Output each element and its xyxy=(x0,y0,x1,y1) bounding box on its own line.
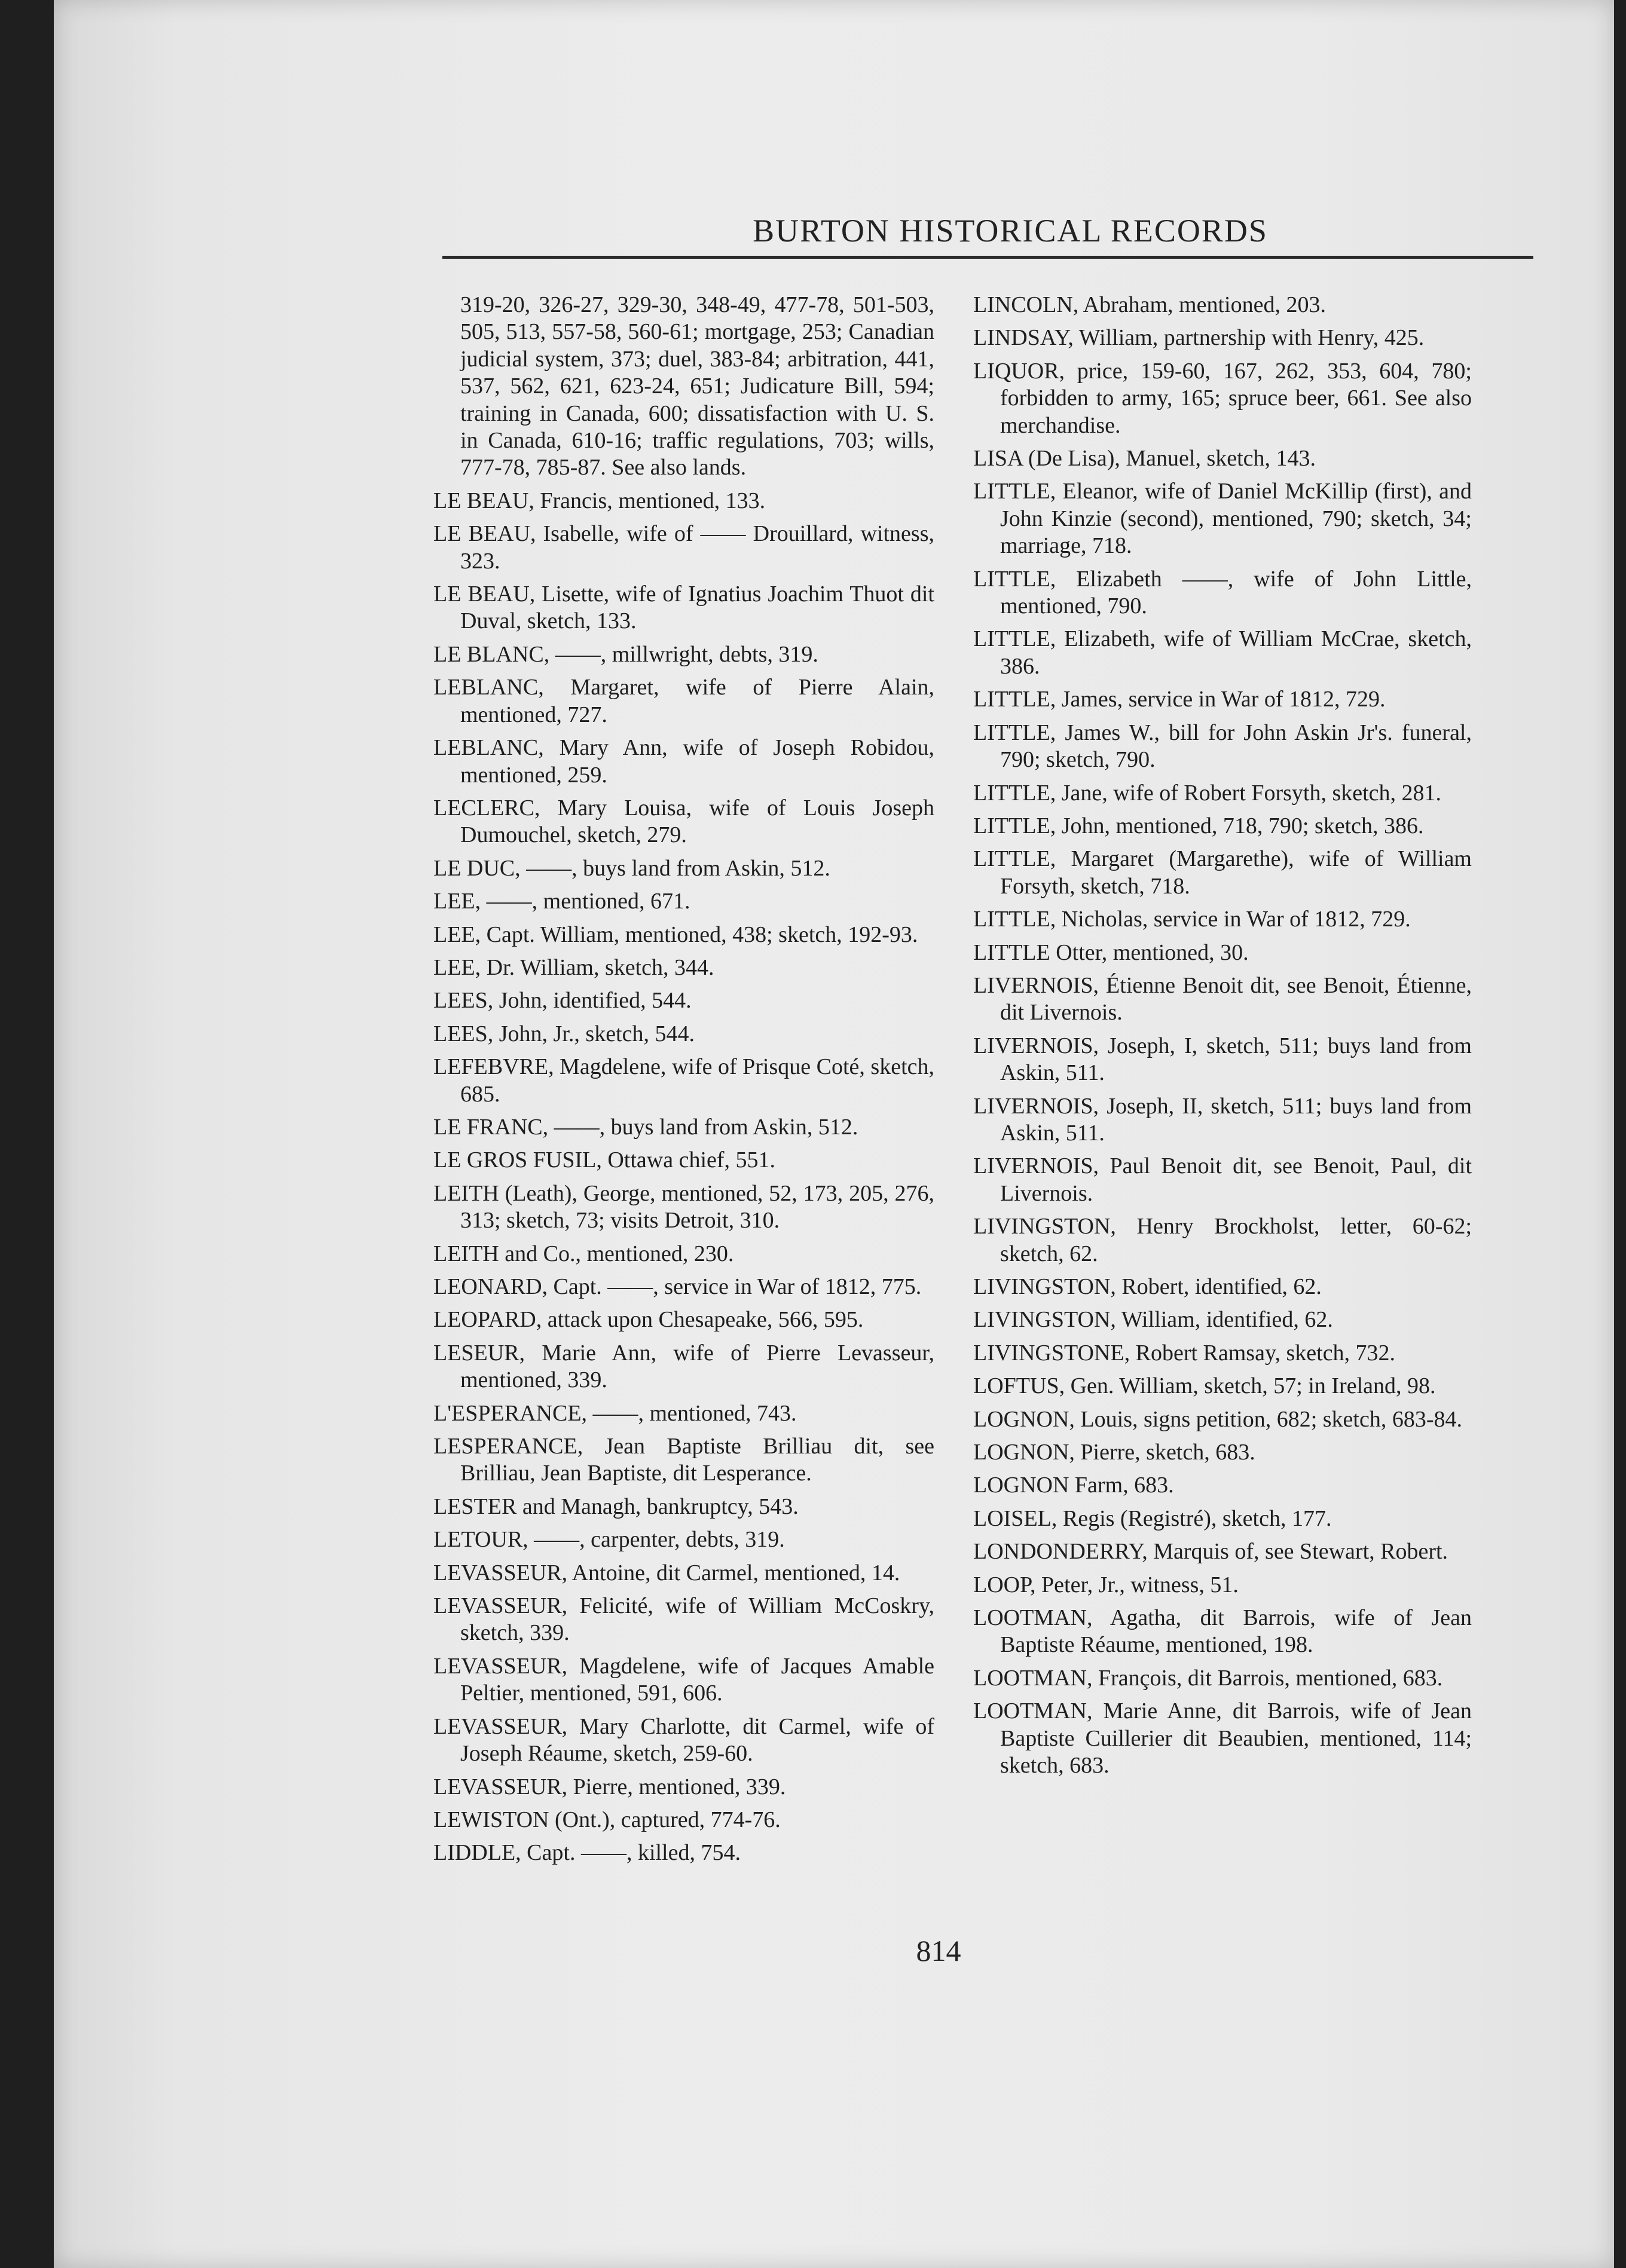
running-header: BURTON HISTORICAL RECORDS xyxy=(753,213,1268,249)
index-entry: L'ESPERANCE, ——, mentioned, 743. xyxy=(433,1400,797,1426)
index-entry: LINDSAY, William, partnership with Henry, 425. xyxy=(973,325,1425,351)
index-entry: LECLERC, Mary Louisa, wife of Louis Joseph Dumouchel, sketch, 279. xyxy=(433,795,934,848)
index-entry: LE DUC, ——, buys land from Askin, 512. xyxy=(433,855,830,881)
index-entry: LEOPARD, attack upon Chesapeake, 566, 595. xyxy=(433,1307,864,1333)
index-entry: LESEUR, Marie Ann, wife of Pierre Levasseur, mentioned, 339. xyxy=(433,1340,934,1393)
index-entry: LEWISTON (Ont.), captured, 774-76. xyxy=(433,1807,781,1832)
index-entry: LIQUOR, price, 159-60, 167, 262, 353, 604, 780; forbidden to army, 165; spruce beer, 661. See also merchandise. xyxy=(973,358,1472,438)
index-entry: LIVINGSTON, William, identified, 62. xyxy=(973,1307,1333,1333)
index-entry: LEVASSEUR, Antoine, dit Carmel, mentioned, 14. xyxy=(433,1560,900,1586)
index-entry: LETOUR, ——, carpenter, debts, 319. xyxy=(433,1527,785,1553)
index-entry: LITTLE, James W., bill for John Askin Jr's. funeral, 790; sketch, 790. xyxy=(973,720,1472,773)
index-entry: LITTLE, Eleanor, wife of Daniel McKillip (first), and John Kinzie (second), mentioned, 790; sketch, 34; marriage, 718. xyxy=(973,479,1472,559)
index-entry: LINCOLN, Abraham, mentioned, 203. xyxy=(973,292,1326,317)
index-entry: LITTLE, Elizabeth, wife of William McCrae, sketch, 386. xyxy=(973,626,1472,679)
index-entry: LEE, ——, mentioned, 671. xyxy=(433,889,690,914)
index-entry: LOOTMAN, Agatha, dit Barrois, wife of Jean Baptiste Réaume, mentioned, 198. xyxy=(973,1605,1472,1658)
index-entry: LISA (De Lisa), Manuel, sketch, 143. xyxy=(973,446,1316,472)
index-entry: LEVASSEUR, Mary Charlotte, dit Carmel, wife of Joseph Réaume, sketch, 259-60. xyxy=(433,1713,934,1767)
index-entry: LEITH and Co., mentioned, 230. xyxy=(433,1241,734,1266)
index-entry: LITTLE, Jane, wife of Robert Forsyth, sketch, 281. xyxy=(973,780,1442,806)
index-entry: LEE, Dr. William, sketch, 344. xyxy=(433,954,714,980)
index-entry: LOOTMAN, Marie Anne, dit Barrois, wife of Jean Baptiste Cuillerier dit Beaubien, mentioned, 114; sketch, 683. xyxy=(973,1698,1472,1779)
index-entry: LEITH (Leath), George, mentioned, 52, 173, 205, 276, 313; sketch, 73; visits Detroit, 310. xyxy=(433,1180,934,1234)
index-entry: LEES, John, Jr., sketch, 544. xyxy=(433,1021,695,1046)
index-entry: LEBLANC, Mary Ann, wife of Joseph Robidou, mentioned, 259. xyxy=(433,735,934,788)
index-entry: LITTLE, Margaret (Margarethe), wife of William Forsyth, sketch, 718. xyxy=(973,846,1472,899)
index-entry: LOOTMAN, François, dit Barrois, mentioned, 683. xyxy=(973,1665,1443,1691)
index-entry: LIVERNOIS, Paul Benoit dit, see Benoit, Paul, dit Livernois. xyxy=(973,1153,1472,1206)
index-entry: LITTLE, Elizabeth ——, wife of John Little, mentioned, 790. xyxy=(973,566,1472,619)
page-number: 814 xyxy=(916,1934,961,1967)
index-entry: LOOP, Peter, Jr., witness, 51. xyxy=(973,1572,1239,1597)
header-rule xyxy=(442,256,1533,259)
index-entry: LIDDLE, Capt. ——, killed, 754. xyxy=(433,1840,741,1866)
index-entry: LITTLE, James, service in War of 1812, 729. xyxy=(973,687,1386,712)
index-entry: LE BEAU, Lisette, wife of Ignatius Joachim Thuot dit Duval, sketch, 133. xyxy=(433,581,934,634)
index-entry: LEE, Capt. William, mentioned, 438; sketch, 192-93. xyxy=(433,922,918,947)
index-entry: LEVASSEUR, Pierre, mentioned, 339. xyxy=(433,1774,786,1799)
index-entry: LIVERNOIS, Étienne Benoit dit, see Benoit, Étienne, dit Livernois. xyxy=(973,972,1472,1026)
index-entry: LOISEL, Regis (Registré), sketch, 177. xyxy=(973,1505,1332,1531)
index-entry: LITTLE, John, mentioned, 718, 790; sketch, 386. xyxy=(973,813,1424,838)
index-entry: LE FRANC, ——, buys land from Askin, 512. xyxy=(433,1114,858,1140)
index-entry: LE GROS FUSIL, Ottawa chief, 551. xyxy=(433,1147,776,1173)
index-entry: LIVINGSTON, Henry Brockholst, letter, 60-62; sketch, 62. xyxy=(973,1214,1472,1266)
index-entry: LEONARD, Capt. ——, service in War of 1812, 775. xyxy=(433,1274,922,1299)
index-entry: LE BLANC, ——, millwright, debts, 319. xyxy=(433,641,818,667)
index-entry: LEVASSEUR, Felicité, wife of William McCoskry, sketch, 339. xyxy=(433,1593,934,1646)
index-entry: LITTLE Otter, mentioned, 30. xyxy=(973,939,1249,965)
index-entry: LEBLANC, Margaret, wife of Pierre Alain, mentioned, 727. xyxy=(433,675,934,727)
index-entry: LIVERNOIS, Joseph, II, sketch, 511; buys land from Askin, 511. xyxy=(973,1093,1472,1146)
index-entry: LESTER and Managh, bankruptcy, 543. xyxy=(433,1493,799,1519)
index-entry: LOGNON, Louis, signs petition, 682; sketch, 683-84. xyxy=(973,1406,1463,1432)
index-entry: LEVASSEUR, Magdelene, wife of Jacques Amable Peltier, mentioned, 591, 606. xyxy=(433,1653,934,1706)
index-entry: LE BEAU, Francis, mentioned, 133. xyxy=(433,488,766,513)
index-entry: LOGNON Farm, 683. xyxy=(973,1473,1174,1498)
index-entry: LEFEBVRE, Magdelene, wife of Prisque Coté, sketch, 685. xyxy=(433,1054,934,1107)
index-entry: LIVINGSTON, Robert, identified, 62. xyxy=(973,1274,1322,1299)
index-entry: LITTLE, Nicholas, service in War of 1812, 729. xyxy=(973,907,1411,932)
index-entry: LOFTUS, Gen. William, sketch, 57; in Ireland, 98. xyxy=(973,1373,1436,1399)
index-entry: LONDONDERRY, Marquis of, see Stewart, Robert. xyxy=(973,1539,1448,1565)
index-column-left xyxy=(433,292,934,1873)
index-entry: 319-20, 326-27, 329-30, 348-49, 477-78, 501-503, 505, 513, 557-58, 560-61; mortgage, 253; Canadian judicial system, 373; duel, 383-84; arbitration, 441, 537, 562, 621, 623-24, 651; Judicature Bill, 594; training in Canada, 600; dissatisfaction with U. S. in Canada, 610-16; traffic regulations, 703; wills, 777-78, 785-87. See also lands. xyxy=(460,292,934,480)
index-entry: LOGNON, Pierre, sketch, 683. xyxy=(973,1440,1255,1465)
index-entry: LIVERNOIS, Joseph, I, sketch, 511; buys land from Askin, 511. xyxy=(973,1033,1472,1086)
index-entry: LIVINGSTONE, Robert Ramsay, sketch, 732. xyxy=(973,1340,1396,1366)
index-entry: LEES, John, identified, 544. xyxy=(433,988,692,1014)
index-entry: LESPERANCE, Jean Baptiste Brilliau dit, see Brilliau, Jean Baptiste, dit Lesperance. xyxy=(433,1434,934,1486)
index-entry: LE BEAU, Isabelle, wife of —— Drouillard, witness, 323. xyxy=(433,521,934,574)
index-column-right xyxy=(973,292,1472,1786)
